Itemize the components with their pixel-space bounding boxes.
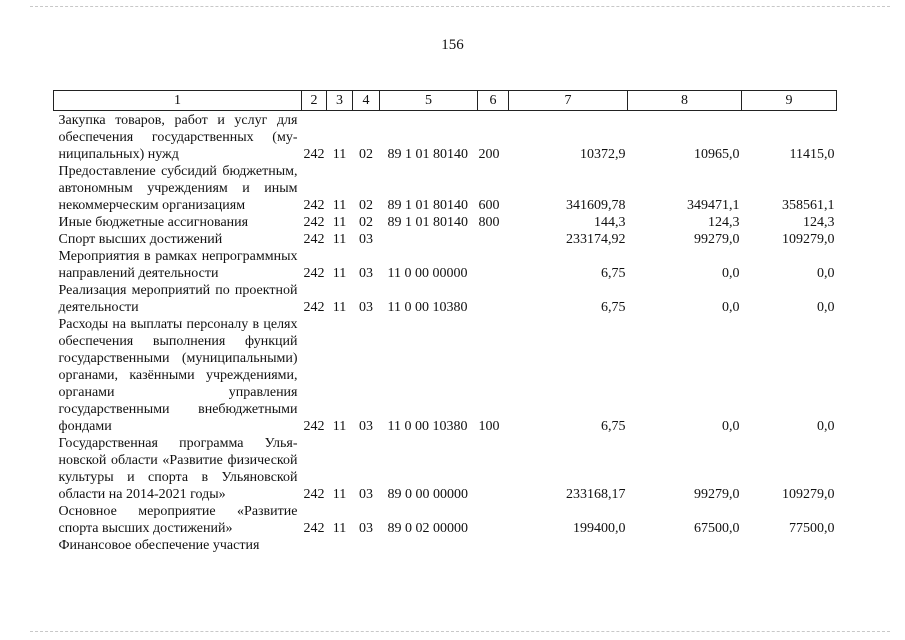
row-subsection: 03 [359,266,373,281]
row-value-col8: 99279,0 [694,487,740,502]
row-value-col7: 6,75 [601,419,626,434]
row-subsection [353,537,380,554]
row-value-col7: 199400,0 [573,521,626,536]
row-expense-type [478,503,509,537]
row-section: 11 [332,147,347,162]
row-ministry-code: 242 [303,147,325,162]
row-value-col9: 124,3 [803,215,835,230]
scan-edge-bottom [30,631,890,632]
row-ministry-code: 242 [303,487,325,502]
row-target-article: 11 0 00 10380 [387,419,468,434]
row-section [327,537,353,554]
column-header: 4 [353,91,380,111]
row-subsection: 03 [359,232,373,247]
row-section: 11 [332,487,347,502]
row-target-article: 11 0 00 10380 [387,300,468,315]
row-section: 11 [332,300,347,315]
table-row [54,537,837,554]
row-value-col8: 124,3 [708,215,740,230]
row-value-col8: 0,0 [722,419,740,434]
row-expense-type [478,435,509,503]
row-ministry-code: 242 [303,266,325,281]
row-section: 11 [332,419,347,434]
row-ministry-code: 242 [303,215,325,230]
scan-edge-top [30,6,890,7]
row-value-col7 [509,537,628,554]
row-expense-type: 100 [478,419,500,434]
row-value-col8: 10965,0 [694,147,740,162]
row-description: Спорт высших достижений [58,232,223,247]
row-value-col9: 109279,0 [782,232,835,247]
row-value-col9: 11415,0 [789,147,835,162]
table-row [54,503,837,537]
column-header: 7 [509,91,628,111]
row-subsection: 03 [359,487,373,502]
budget-table [53,90,837,554]
row-ministry-code: 242 [303,521,325,536]
table-body [54,111,837,555]
row-value-col7: 144,3 [594,215,626,230]
row-value-col9: 77500,0 [789,521,835,536]
row-section: 11 [332,232,347,247]
row-description: Иные бюджетные ассигнования [58,215,249,230]
row-subsection: 02 [359,147,373,162]
table-row [54,231,837,248]
row-value-col7: 341609,78 [566,198,626,213]
row-ministry-code: 242 [303,232,325,247]
row-value-col9: 358561,1 [782,198,835,213]
row-subsection: 03 [359,521,373,536]
row-description: Предоставление субсидий бюджетным, автономным учреждениям и иным некоммерческим организациям [58,164,298,213]
row-target-article [380,537,478,554]
table-row [54,248,837,282]
row-expense-type: 200 [478,147,500,162]
table-row [54,282,837,316]
column-header: 9 [742,91,837,111]
row-value-col9: 0,0 [817,419,835,434]
row-description: Финансовое обеспечение участия [58,538,260,553]
row-value-col9 [742,537,837,554]
column-header: 5 [380,91,478,111]
row-expense-type: 600 [478,198,500,213]
row-value-col8 [628,537,742,554]
row-subsection: 03 [359,419,373,434]
column-header: 1 [54,91,302,111]
row-description: Государственная программа Ульяновской области «Развитие физической культуры и спорта в Ульяновской области на 2014-2021 годы» [58,436,298,502]
column-header: 8 [628,91,742,111]
row-ministry-code: 242 [303,300,325,315]
table-row [54,163,837,214]
row-value-col7: 233174,92 [566,232,626,247]
row-expense-type [478,282,509,316]
row-description: Реализация мероприятий по проектной деятельности [58,283,298,315]
row-description: Расходы на выплаты персоналу в целях обеспечения выполнения функций государственными (муниципальными) органами, казёнными учреждениями, органами управления государственными внебюджетными фондами [58,317,298,434]
row-target-article: 89 1 01 80140 [387,147,468,162]
row-value-col7: 6,75 [601,300,626,315]
row-target-article [380,231,478,248]
row-target-article: 89 1 01 80140 [387,198,468,213]
row-ministry-code: 242 [303,419,325,434]
row-description: Закупка товаров, работ и услуг для обеспечения государственных (муниципальных) нужд [58,113,298,162]
row-target-article: 89 0 00 00000 [387,487,468,502]
row-expense-type [478,537,509,554]
row-subsection: 03 [359,300,373,315]
row-value-col9: 0,0 [817,266,835,281]
row-section: 11 [332,521,347,536]
table-row [54,316,837,435]
row-value-col9: 109279,0 [782,487,835,502]
row-section: 11 [332,266,347,281]
row-ministry-code [302,537,327,554]
column-header: 3 [327,91,353,111]
page-number: 156 [441,37,464,53]
row-target-article: 89 0 02 00000 [387,521,468,536]
row-value-col8: 0,0 [722,300,740,315]
column-header: 6 [478,91,509,111]
table-row [54,435,837,503]
row-value-col8: 0,0 [722,266,740,281]
row-target-article: 11 0 00 00000 [387,266,468,281]
row-expense-type: 800 [478,215,500,230]
row-section: 11 [332,215,347,230]
row-value-col7: 233168,17 [566,487,626,502]
row-value-col8: 67500,0 [694,521,740,536]
row-expense-type [478,248,509,282]
row-target-article: 89 1 01 80140 [387,215,468,230]
table-row [54,214,837,231]
row-description: Основное мероприятие «Развитие спорта высших достижений» [58,504,298,536]
row-value-col8: 349471,1 [687,198,740,213]
row-value-col8: 99279,0 [694,232,740,247]
table-header-row [54,91,837,111]
row-value-col9: 0,0 [817,300,835,315]
row-section: 11 [332,198,347,213]
row-description: Мероприятия в рамках непрограммных направлений деятельности [58,249,298,281]
row-subsection: 02 [359,198,373,213]
row-expense-type [478,231,509,248]
row-value-col7: 10372,9 [580,147,626,162]
row-ministry-code: 242 [303,198,325,213]
row-value-col7: 6,75 [601,266,626,281]
column-header: 2 [302,91,327,111]
table-row [54,111,837,164]
row-subsection: 02 [359,215,373,230]
